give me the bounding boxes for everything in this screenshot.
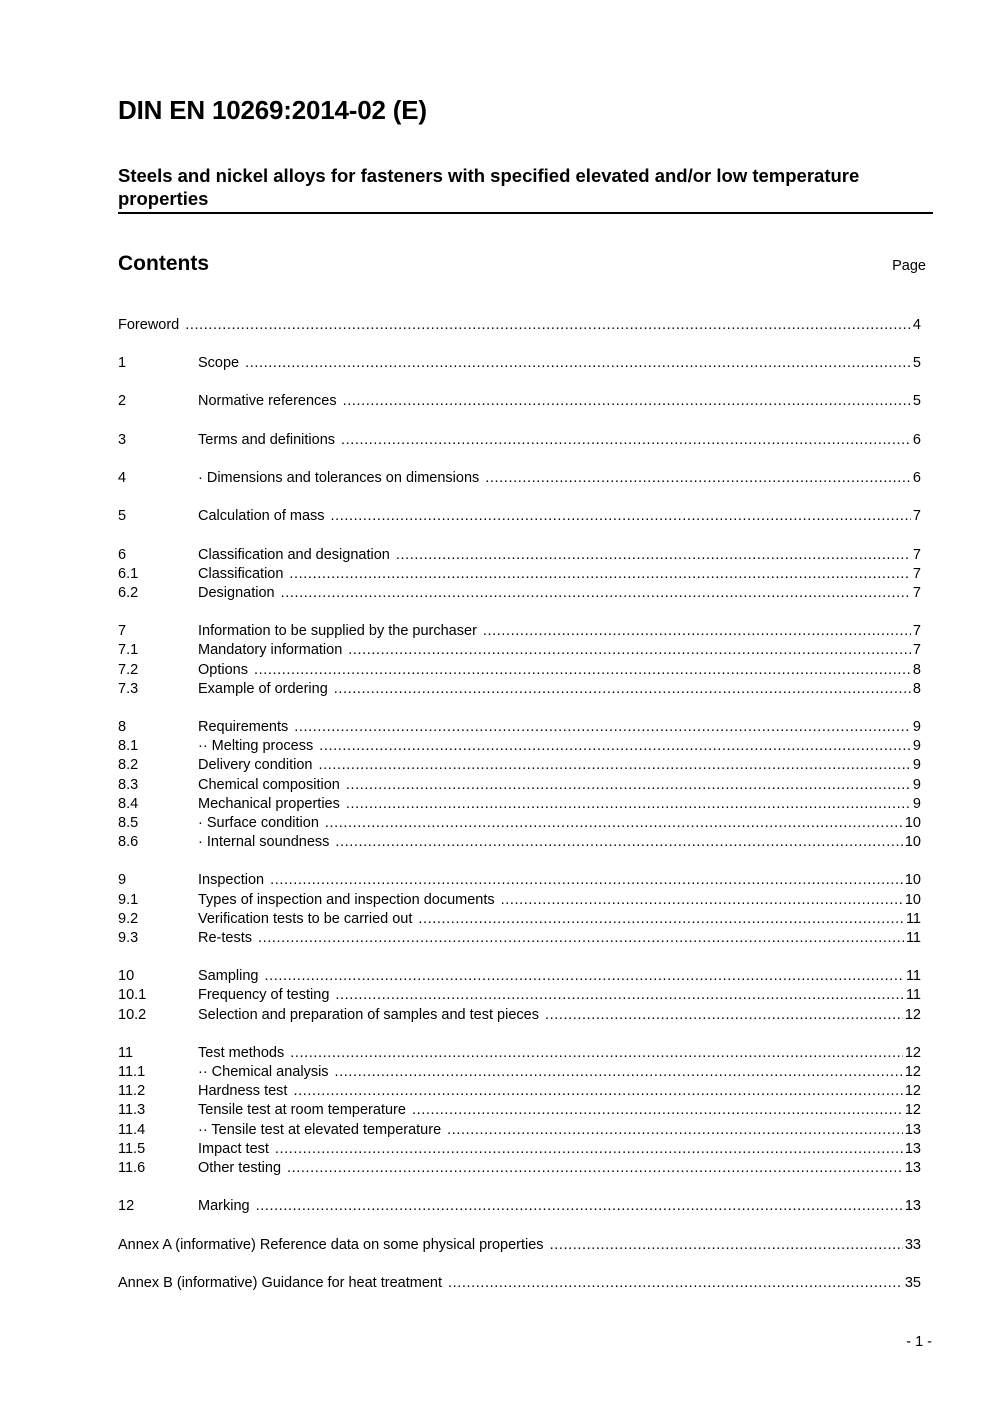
toc-entry[interactable] bbox=[118, 986, 921, 1005]
toc-entry-title: ·· Melting process bbox=[198, 738, 314, 754]
toc-entry-title: Example of ordering bbox=[198, 681, 328, 697]
toc-entry[interactable] bbox=[118, 871, 921, 890]
toc-entry-page: 7 bbox=[912, 623, 921, 639]
toc-entry-page: 10 bbox=[904, 892, 921, 908]
toc-entry-title: Test methods bbox=[198, 1045, 285, 1061]
toc-dot-leader bbox=[412, 1101, 903, 1120]
toc-entry-page: 4 bbox=[912, 317, 921, 333]
toc-entry-title: · Dimensions and tolerances on dimensions bbox=[198, 470, 480, 486]
toc-dot-leader bbox=[396, 546, 911, 565]
toc-entry-number: 10.2 bbox=[118, 1007, 147, 1023]
toc-entry-page: 6 bbox=[912, 470, 921, 486]
toc-entry[interactable] bbox=[118, 776, 921, 795]
toc-entry-title: Selection and preparation of samples and test pieces bbox=[198, 1007, 539, 1023]
toc-entry[interactable] bbox=[118, 1197, 921, 1216]
toc-entry-title: Delivery condition bbox=[198, 757, 313, 773]
toc-entry-page: 33 bbox=[904, 1237, 921, 1253]
toc-entry-number: 6.2 bbox=[118, 585, 139, 601]
toc-dot-leader bbox=[275, 1140, 903, 1159]
toc-entry-number: 11.3 bbox=[118, 1102, 146, 1118]
contents-heading: Contents bbox=[118, 252, 209, 275]
toc-entry-title: Classification bbox=[198, 566, 284, 582]
toc-dot-leader bbox=[270, 871, 903, 890]
toc-entry-page: 13 bbox=[904, 1141, 921, 1157]
toc-dot-leader bbox=[335, 1063, 903, 1082]
toc-entry-number: 7.2 bbox=[118, 662, 139, 678]
toc-dot-leader bbox=[501, 891, 903, 910]
toc-entry-number: 10 bbox=[118, 968, 135, 984]
toc-entry[interactable] bbox=[118, 1236, 921, 1255]
toc-dot-leader bbox=[485, 469, 911, 488]
toc-entry-title: Hardness test bbox=[198, 1083, 288, 1099]
toc-dot-leader bbox=[341, 431, 911, 450]
toc-dot-leader bbox=[346, 776, 911, 795]
toc-entry-page: 12 bbox=[904, 1007, 921, 1023]
toc-entry-page: 13 bbox=[904, 1160, 921, 1176]
toc-entry-page: 11 bbox=[905, 911, 921, 927]
toc-dot-leader bbox=[335, 986, 904, 1005]
toc-entry-number: 8.4 bbox=[118, 796, 139, 812]
toc-entry-number: 11.4 bbox=[118, 1122, 146, 1138]
toc-entry-title: Other testing bbox=[198, 1160, 282, 1176]
toc-entry[interactable] bbox=[118, 316, 921, 335]
toc-entry-number: 7 bbox=[118, 623, 127, 639]
toc-entry[interactable] bbox=[118, 1121, 921, 1140]
toc-dot-leader bbox=[294, 718, 911, 737]
toc-dot-leader bbox=[334, 680, 911, 699]
toc-entry-title: · Surface condition bbox=[198, 815, 319, 831]
toc-entry-number: 11.1 bbox=[118, 1064, 146, 1080]
toc-entry-number: 7.3 bbox=[118, 681, 139, 697]
toc-dot-leader bbox=[550, 1236, 903, 1255]
page-column-label: Page bbox=[892, 258, 926, 274]
toc-entry-number: 9 bbox=[118, 872, 127, 888]
toc-entry-number: 10.1 bbox=[118, 987, 147, 1003]
toc-entry-number: 8.6 bbox=[118, 834, 139, 850]
toc-dot-leader bbox=[343, 392, 911, 411]
toc-entry-number: 3 bbox=[118, 432, 127, 448]
toc-dot-leader bbox=[185, 316, 911, 335]
toc-entry-page: 12 bbox=[904, 1064, 921, 1080]
toc-entry-page: 5 bbox=[912, 355, 921, 371]
toc-entry-number: 8.5 bbox=[118, 815, 139, 831]
toc-dot-leader bbox=[318, 756, 910, 775]
toc-entry-title: Sampling bbox=[198, 968, 259, 984]
toc-dot-leader bbox=[245, 354, 911, 373]
toc-entry-page: 7 bbox=[912, 508, 921, 524]
toc-entry[interactable] bbox=[118, 1063, 921, 1082]
toc-entry[interactable] bbox=[118, 354, 921, 373]
toc-dot-leader bbox=[254, 661, 911, 680]
toc-entry-title: Verification tests to be carried out bbox=[198, 911, 413, 927]
toc-entry-page: 9 bbox=[912, 738, 921, 754]
toc-entry-number: 9.1 bbox=[118, 892, 139, 908]
toc-entry[interactable] bbox=[118, 584, 921, 603]
toc-entry-title: Requirements bbox=[198, 719, 289, 735]
toc-dot-leader bbox=[447, 1121, 903, 1140]
toc-entry[interactable] bbox=[118, 737, 921, 756]
toc-entry-page: 12 bbox=[904, 1045, 921, 1061]
toc-entry-title: ·· Chemical analysis bbox=[198, 1064, 329, 1080]
toc-entry-page: 10 bbox=[904, 872, 921, 888]
toc-entry[interactable] bbox=[118, 814, 921, 833]
toc-entry-number: 12 bbox=[118, 1198, 135, 1214]
toc-dot-leader bbox=[545, 1006, 903, 1025]
toc-entry-number: 9.2 bbox=[118, 911, 139, 927]
toc-entry-title: Information to be supplied by the purchaser bbox=[198, 623, 477, 639]
toc-entry-title: Inspection bbox=[198, 872, 265, 888]
toc-entry-title: Normative references bbox=[198, 393, 337, 409]
toc-entry-title: Terms and definitions bbox=[198, 432, 336, 448]
toc-entry-number: 6 bbox=[118, 547, 127, 563]
toc-entry-page: 5 bbox=[912, 393, 921, 409]
toc-entry[interactable] bbox=[118, 1044, 921, 1063]
toc-entry-page: 11 bbox=[905, 930, 921, 946]
toc-entry-number: 9.3 bbox=[118, 930, 139, 946]
toc-entry-title: · Internal soundness bbox=[198, 834, 330, 850]
toc-entry[interactable] bbox=[118, 1140, 921, 1159]
toc-entry-number: 8 bbox=[118, 719, 127, 735]
toc-entry-number: 5 bbox=[118, 508, 127, 524]
toc-entry-title: Annex B (informative) Guidance for heat treatment bbox=[118, 1275, 442, 1291]
toc-entry-title: Types of inspection and inspection documents bbox=[198, 892, 495, 908]
toc-entry-page: 13 bbox=[904, 1122, 921, 1138]
toc-entry-title: Foreword bbox=[118, 317, 180, 333]
toc-entry-title: Chemical composition bbox=[198, 777, 340, 793]
toc-entry[interactable] bbox=[118, 756, 921, 775]
toc-entry-title: Options bbox=[198, 662, 248, 678]
toc-entry[interactable] bbox=[118, 718, 921, 737]
toc-dot-leader bbox=[335, 833, 902, 852]
toc-entry-number: 11.5 bbox=[118, 1141, 146, 1157]
toc-entry-number: 6.1 bbox=[118, 566, 139, 582]
toc-entry[interactable] bbox=[118, 431, 921, 450]
toc-dot-leader bbox=[258, 929, 904, 948]
toc-dot-leader bbox=[483, 622, 911, 641]
toc-entry[interactable] bbox=[118, 565, 921, 584]
toc-entry-page: 6 bbox=[912, 432, 921, 448]
toc-entry[interactable] bbox=[118, 910, 921, 929]
toc-entry-title: Re-tests bbox=[198, 930, 252, 946]
toc-entry-number: 8.3 bbox=[118, 777, 139, 793]
toc-entry[interactable] bbox=[118, 1159, 921, 1178]
toc-dot-leader bbox=[319, 737, 911, 756]
document-title: Steels and nickel alloys for fasteners with specified elevated and/or low temperature properties bbox=[118, 164, 933, 214]
toc-entry-title: Scope bbox=[198, 355, 240, 371]
toc-entry-page: 9 bbox=[912, 719, 921, 735]
toc-dot-leader bbox=[264, 967, 903, 986]
toc-entry-page: 10 bbox=[904, 834, 921, 850]
toc-entry-title: Calculation of mass bbox=[198, 508, 325, 524]
toc-entry-title: Marking bbox=[198, 1198, 250, 1214]
toc-entry-title: Designation bbox=[198, 585, 275, 601]
toc-entry-number: 8.2 bbox=[118, 757, 139, 773]
toc-entry-title: Mechanical properties bbox=[198, 796, 340, 812]
toc-dot-leader bbox=[256, 1197, 903, 1216]
toc-entry[interactable] bbox=[118, 891, 921, 910]
toc-entry[interactable] bbox=[118, 392, 921, 411]
toc-entry-number: 1 bbox=[118, 355, 127, 371]
toc-entry-number: 7.1 bbox=[118, 642, 139, 658]
toc-entry-page: 7 bbox=[912, 566, 921, 582]
toc-dot-leader bbox=[331, 507, 911, 526]
toc-entry-page: 12 bbox=[904, 1083, 921, 1099]
toc-entry-number: 11.6 bbox=[118, 1160, 146, 1176]
toc-dot-leader bbox=[418, 910, 904, 929]
toc-entry[interactable] bbox=[118, 680, 921, 699]
toc-entry[interactable] bbox=[118, 1006, 921, 1025]
document-id: DIN EN 10269:2014-02 (E) bbox=[118, 95, 427, 125]
toc-entry[interactable] bbox=[118, 622, 921, 641]
toc-dot-leader bbox=[293, 1082, 902, 1101]
toc-dot-leader bbox=[289, 565, 911, 584]
toc-entry-page: 8 bbox=[912, 662, 921, 678]
footer-page-number: - 1 - bbox=[906, 1334, 932, 1350]
toc-entry-page: 7 bbox=[912, 547, 921, 563]
toc-entry[interactable] bbox=[118, 833, 921, 852]
toc-entry-title: Tensile test at room temperature bbox=[198, 1102, 406, 1118]
toc-dot-leader bbox=[346, 795, 911, 814]
toc-entry[interactable] bbox=[118, 1274, 921, 1293]
toc-entry[interactable] bbox=[118, 929, 921, 948]
toc-entry-number: 11 bbox=[118, 1045, 134, 1061]
toc-entry-page: 7 bbox=[912, 642, 921, 658]
toc-entry-page: 11 bbox=[905, 987, 921, 1003]
toc-entry-title: Annex A (informative) Reference data on some physical properties bbox=[118, 1237, 544, 1253]
toc-entry-number: 11.2 bbox=[118, 1083, 146, 1099]
toc-entry[interactable] bbox=[118, 469, 921, 488]
toc-dot-leader bbox=[290, 1044, 903, 1063]
toc-dot-leader bbox=[287, 1159, 903, 1178]
toc-entry-title: Frequency of testing bbox=[198, 987, 330, 1003]
toc-dot-leader bbox=[281, 584, 911, 603]
toc-entry-page: 9 bbox=[912, 777, 921, 793]
toc-entry-page: 8 bbox=[912, 681, 921, 697]
toc-entry-number: 8.1 bbox=[118, 738, 139, 754]
toc-entry[interactable] bbox=[118, 661, 921, 680]
toc-entry-page: 35 bbox=[904, 1275, 921, 1291]
toc-dot-leader bbox=[325, 814, 903, 833]
toc-entry[interactable] bbox=[118, 546, 921, 565]
toc-entry[interactable] bbox=[118, 641, 921, 660]
toc-entry-title: Mandatory information bbox=[198, 642, 343, 658]
toc-entry-page: 9 bbox=[912, 757, 921, 773]
toc-entry-number: 4 bbox=[118, 470, 127, 486]
toc-entry[interactable] bbox=[118, 507, 921, 526]
toc-entry-title: Classification and designation bbox=[198, 547, 390, 563]
toc-entry-page: 10 bbox=[904, 815, 921, 831]
toc-entry[interactable] bbox=[118, 1101, 921, 1120]
toc-entry[interactable] bbox=[118, 967, 921, 986]
toc-entry[interactable] bbox=[118, 1082, 921, 1101]
toc-entry-title: Impact test bbox=[198, 1141, 269, 1157]
toc-entry-page: 11 bbox=[905, 968, 921, 984]
toc-entry-number: 2 bbox=[118, 393, 127, 409]
toc-entry-page: 7 bbox=[912, 585, 921, 601]
toc-entry-page: 13 bbox=[904, 1198, 921, 1214]
toc-entry-title: ·· Tensile test at elevated temperature bbox=[198, 1122, 442, 1138]
toc-dot-leader bbox=[448, 1274, 903, 1293]
toc-entry-page: 12 bbox=[904, 1102, 921, 1118]
toc-entry-page: 9 bbox=[912, 796, 921, 812]
toc-dot-leader bbox=[348, 641, 911, 660]
toc-entry[interactable] bbox=[118, 795, 921, 814]
